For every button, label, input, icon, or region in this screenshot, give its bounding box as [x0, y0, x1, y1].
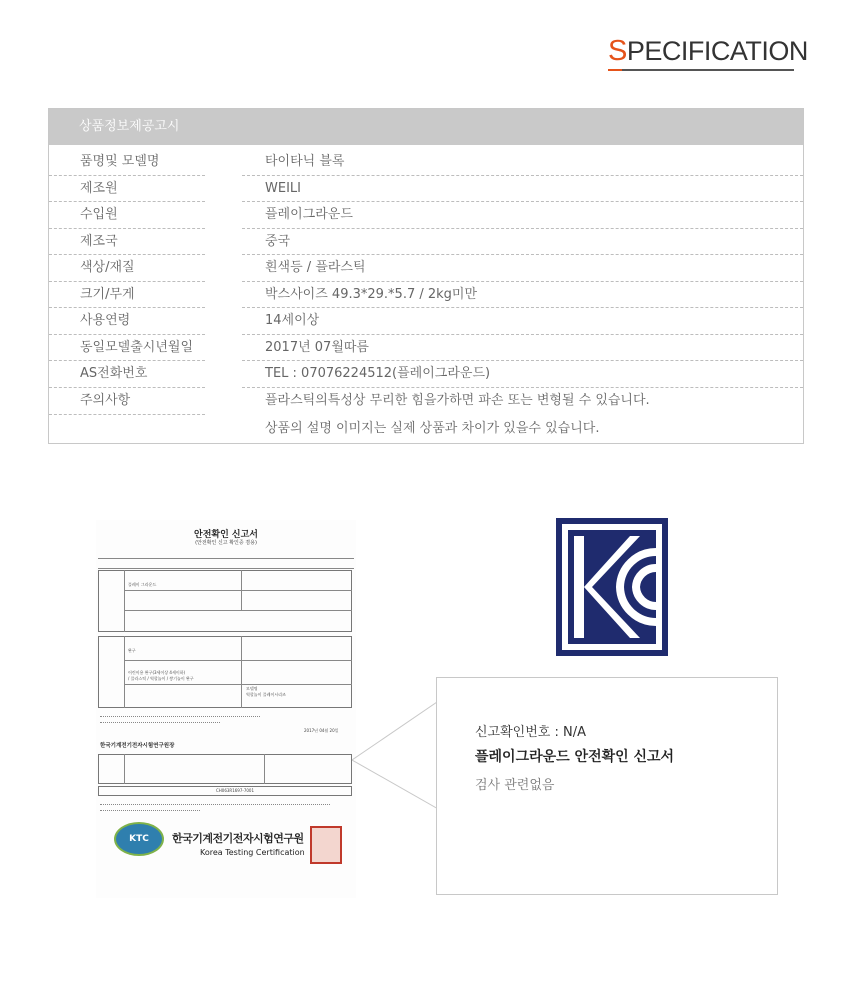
- heading-underline: [608, 69, 794, 71]
- cert-number: CH063R1697-7001: [216, 788, 255, 793]
- cert-material: 어린이용 완구(3세이상 4세이하): [128, 670, 186, 675]
- report-number-text: 신고확인번호 : N/A: [475, 725, 586, 740]
- table-row: [49, 283, 803, 310]
- institute-name-korean: 한국기계전기전자시험연구원: [172, 832, 304, 845]
- divider: [242, 281, 803, 282]
- row-value: WEILI: [265, 180, 301, 196]
- divider: [49, 175, 205, 176]
- table-row: [49, 362, 803, 389]
- divider: [242, 360, 803, 361]
- table-row-notes: [49, 389, 803, 443]
- divider: [242, 334, 803, 335]
- row-value: 플레이그라운드: [265, 207, 353, 222]
- cert-notes-box: [98, 754, 352, 784]
- divider: [242, 201, 803, 202]
- row-label: AS전화번호: [80, 366, 148, 381]
- row-label: 수입원: [80, 207, 118, 222]
- row-value: 박스사이즈 49.3*29.*5.7 / 2kg미만: [265, 286, 478, 302]
- cert-rule: [100, 804, 330, 805]
- cert-rule: [124, 590, 352, 591]
- institute-name-english: Korea Testing Certification: [200, 848, 305, 857]
- cert-rule: [100, 810, 200, 811]
- table-row: [49, 309, 803, 336]
- notes-line-1: 플라스틱의특성상 무리한 힘을가하면 파손 또는 변형될 수 있습니다.: [265, 392, 650, 408]
- row-value: 타이타닉 블록: [265, 154, 345, 169]
- cert-applicant: 플레이 그라운드: [128, 582, 157, 587]
- cert-model-value: 역할놀이 플레이시리즈: [246, 692, 286, 697]
- cert-rule: [124, 610, 352, 611]
- heading-first-letter: S: [608, 35, 627, 67]
- cert-model-label: 모델명: [246, 686, 258, 691]
- cert-rule: [241, 636, 242, 708]
- cert-rule: [100, 716, 260, 717]
- divider: [49, 414, 205, 415]
- cert-material-2: / 플라스틱 / 역할놀이 / 쌓기놀이 완구: [128, 676, 194, 681]
- table-row: [49, 256, 803, 283]
- cert-title: 안전확인 신고서: [194, 530, 258, 540]
- divider: [49, 307, 205, 308]
- heading-rest: PECIFICATION: [626, 36, 808, 66]
- row-label: 크기/무게: [80, 286, 135, 302]
- row-value: 중국: [265, 233, 291, 249]
- notes-line-2: 상품의 설명 이미지는 실제 상품과 차이가 있을수 있습니다.: [265, 420, 600, 436]
- row-value: 14세이상: [265, 313, 320, 328]
- table-row: [49, 150, 803, 177]
- report-title-text: 플레이그라운드 안전확인 신고서: [475, 749, 675, 765]
- cert-rule: [124, 570, 125, 632]
- cert-product: 완구: [128, 648, 136, 653]
- divider: [49, 360, 205, 361]
- ktc-logo: [114, 822, 164, 856]
- row-label: 제조원: [80, 180, 118, 196]
- divider: [49, 387, 205, 388]
- divider: [49, 334, 205, 335]
- table-rows: [49, 145, 803, 443]
- inspection-note-text: 검사 관련없음: [475, 778, 555, 793]
- cert-rule: [124, 660, 352, 661]
- row-value: 흰색등 / 플라스틱: [265, 260, 366, 275]
- row-value: 2017년 07월따름: [265, 339, 369, 355]
- cert-rule: [124, 684, 352, 685]
- table-row: [49, 336, 803, 363]
- divider: [49, 254, 205, 255]
- cert-org: 한국기계전기전자시험연구원장: [100, 743, 175, 749]
- official-seal-stamp: [310, 826, 342, 864]
- specification-heading: [608, 35, 808, 72]
- divider: [242, 254, 803, 255]
- divider: [49, 201, 205, 202]
- row-label: 동일모델출시년월일: [80, 339, 194, 355]
- cert-rule: [124, 754, 125, 784]
- product-info-table: [48, 108, 804, 444]
- divider: [49, 228, 205, 229]
- divider: [242, 228, 803, 229]
- cert-subtitle: (안전확인 신고 확인증 겸용): [195, 540, 257, 546]
- cert-rule: [124, 636, 125, 708]
- table-row: [49, 203, 803, 230]
- row-label: 품명및 모델명: [80, 154, 160, 169]
- safety-certificate-document: [96, 520, 356, 898]
- divider: [49, 281, 205, 282]
- row-label: 색상/재질: [80, 260, 135, 275]
- kc-certification-logo: [556, 518, 668, 656]
- heading-underline-accent: [608, 69, 622, 71]
- cert-date: 2017년 04월 20일: [304, 728, 339, 733]
- cert-rule: [98, 568, 354, 569]
- row-label: 제조국: [80, 233, 118, 249]
- table-row: [49, 230, 803, 257]
- row-label: 주의사항: [80, 392, 131, 408]
- cert-rule: [100, 722, 220, 723]
- callout-pointer: [352, 700, 442, 810]
- table-row: [49, 177, 803, 204]
- cert-rule: [264, 754, 265, 784]
- ktc-logo-text: KTC: [129, 834, 149, 844]
- cert-rule: [98, 558, 354, 559]
- divider: [242, 307, 803, 308]
- heading-text: [608, 35, 808, 67]
- cert-applicant-box: [98, 570, 352, 632]
- divider: [242, 175, 803, 176]
- row-label: 사용연령: [80, 313, 131, 328]
- row-value: TEL : 07076224512(플레이그라운드): [265, 366, 491, 381]
- certificate-info-callout: [436, 677, 778, 895]
- divider: [242, 387, 803, 388]
- table-header: 상품정보제공고시: [49, 109, 803, 145]
